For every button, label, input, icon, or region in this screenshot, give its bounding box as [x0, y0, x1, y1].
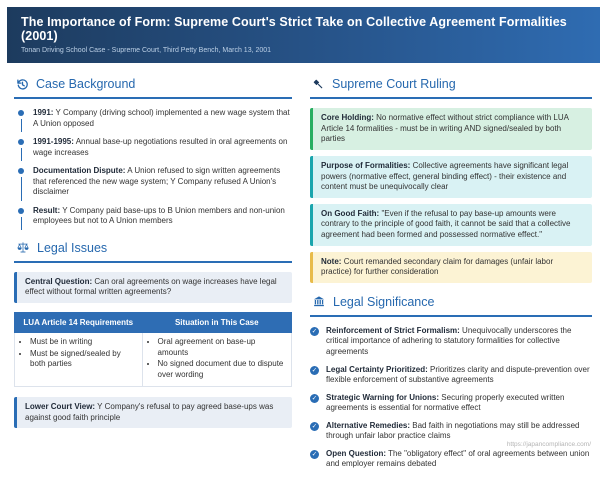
section-legal-issues-heading: [14, 235, 292, 263]
requirement-item: • Must be in writing: [30, 337, 136, 348]
table-row: [15, 333, 292, 387]
box-text: Court remanded secondary claim for damages (unfair labor practice) for further consideration: [321, 256, 554, 277]
timeline-item-1991-1995: [14, 137, 292, 158]
box-label: On Good Faith:: [321, 208, 380, 218]
section-title: Supreme Court Ruling: [332, 77, 456, 91]
significance-text: Bad faith in negotiations may still be addressed through unfair labor practice claims: [326, 420, 580, 441]
significance-item-open-question: [310, 449, 592, 470]
timeline-item-documentation-dispute: [14, 166, 292, 198]
timeline-item-1991: [14, 108, 292, 129]
timeline-text: Annual base-up negotiations resulted in oral agreements on wage increases: [33, 137, 288, 157]
section-title: Case Background: [36, 77, 136, 91]
significance-text: Unequivocally underscores the critical importance of adhering to statutory formalities for collective agreements: [326, 325, 572, 356]
scales-icon: [16, 241, 30, 254]
section-title: Legal Significance: [333, 294, 435, 309]
timeline-dot: [18, 139, 24, 145]
timeline-connector: [21, 148, 23, 161]
significance-text: Prioritizes clarity and dispute-prevention over flexible enforcement of substantive agreements: [326, 364, 590, 385]
situation-item: • Oral agreement on base-up amounts: [158, 337, 285, 358]
table-header-situation: Situation in This Case: [142, 313, 291, 333]
right-column: [310, 71, 592, 477]
timeline-dot: [18, 110, 24, 116]
significance-item-alternative-remedies: [310, 421, 592, 442]
box-text: "Even if the refusal to pay base-up amounts were contrary to the principle of good faith, it cannot be said that a collective agreement had been formed and possessed normative effect.": [321, 208, 571, 239]
timeline-connector: [21, 177, 23, 201]
box-label: Note:: [321, 256, 342, 266]
requirement-item: • Must be signed/sealed by both parties: [30, 349, 136, 370]
box-text: Collective agreements have significant legal powers (normative effect, general binding effect) - their existence and content must be unequivocally clear: [321, 160, 569, 192]
ruling-box-purpose-of-formalities: [310, 156, 592, 198]
timeline-label: Result:: [33, 205, 61, 215]
central-question-callout: [14, 272, 292, 303]
table-header-requirements: LUA Article 14 Requirements: [15, 313, 143, 333]
timeline-label: 1991:: [33, 108, 54, 117]
table-cell-situation: [142, 333, 291, 387]
footer-source-url: https://japancompliance.com/: [506, 441, 591, 448]
timeline-connector: [21, 119, 23, 132]
significance-item-strict-formalism: [310, 326, 592, 358]
significance-label: Open Question:: [326, 448, 386, 458]
history-icon: [16, 78, 29, 91]
check-icon: ✓: [311, 394, 318, 402]
left-column: [14, 71, 292, 477]
timeline-text: Y Company paid base-ups to B Union members and non-union employees but not to A Union members: [33, 205, 285, 226]
ruling-box-note: [310, 252, 592, 283]
gavel-icon: [312, 78, 325, 91]
box-label: Core Holding:: [321, 113, 374, 122]
timeline-text: A Union refused to sign written agreements that referenced the new wage system; Y Company refused A Union's disclaimer: [33, 166, 281, 197]
timeline-dot: [18, 208, 24, 214]
check-icon: ✓: [311, 422, 318, 430]
page-subtitle: Tonan Driving School Case - Supreme Court, Third Petty Bench, March 13, 2001: [21, 47, 272, 54]
callout-label: Central Question:: [25, 276, 93, 286]
callout-text: Y Company's refusal to pay agreed base-ups was against good faith principle: [25, 402, 274, 422]
section-title: Legal Issues: [37, 240, 108, 255]
significance-text: Securing properly executed written agreements is essential for normative effect: [326, 392, 565, 413]
check-icon: ✓: [311, 366, 318, 374]
lower-court-callout: [14, 397, 292, 428]
timeline-dot: [18, 168, 24, 174]
significance-label: Legal Certainty Prioritized:: [326, 364, 428, 374]
situation-item: • No signed document due to dispute over wording: [158, 359, 285, 380]
timeline-connector: [21, 217, 23, 230]
check-icon: ✓: [311, 327, 318, 335]
bank-icon: [312, 295, 326, 308]
significance-label: Alternative Remedies:: [326, 420, 411, 430]
ruling-box-core-holding: [310, 108, 592, 150]
timeline-text: Y Company (driving school) implemented a new wage system that A Union opposed: [33, 108, 290, 128]
significance-label: Reinforcement of Strict Formalism:: [326, 325, 460, 335]
header-banner: [7, 7, 600, 63]
significance-label: Strategic Warning for Unions:: [326, 392, 440, 402]
box-label: Purpose of Formalities:: [321, 160, 411, 170]
section-case-background-heading: [14, 71, 292, 99]
significance-text: The "obligatory effect" of oral agreements between union and employer remains debated: [326, 448, 590, 469]
callout-label: Lower Court View:: [25, 402, 96, 412]
check-icon: ✓: [311, 450, 318, 458]
timeline-label: 1991-1995:: [33, 137, 74, 147]
ruling-box-on-good-faith: [310, 204, 592, 246]
table-cell-requirements: [15, 333, 143, 387]
section-legal-significance-heading: [310, 289, 592, 317]
box-text: No normative effect without strict compliance with LUA Article 14 formalities - must be in writing AND signed/sealed by both parties: [321, 113, 569, 144]
content-columns: [0, 63, 600, 477]
timeline-label: Documentation Dispute:: [33, 166, 126, 176]
significance-item-legal-certainty: [310, 365, 592, 386]
section-supreme-court-ruling-heading: [310, 71, 592, 99]
requirements-table: [14, 312, 292, 387]
significance-item-strategic-warning: [310, 393, 592, 414]
timeline-item-result: [14, 206, 292, 227]
page-title: The Importance of Form: Supreme Court's Strict Take on Collective Agreement Formalities (2001): [21, 15, 567, 43]
callout-text: Can oral agreements on wage increases have legal effect without formal written agreements?: [25, 276, 277, 297]
